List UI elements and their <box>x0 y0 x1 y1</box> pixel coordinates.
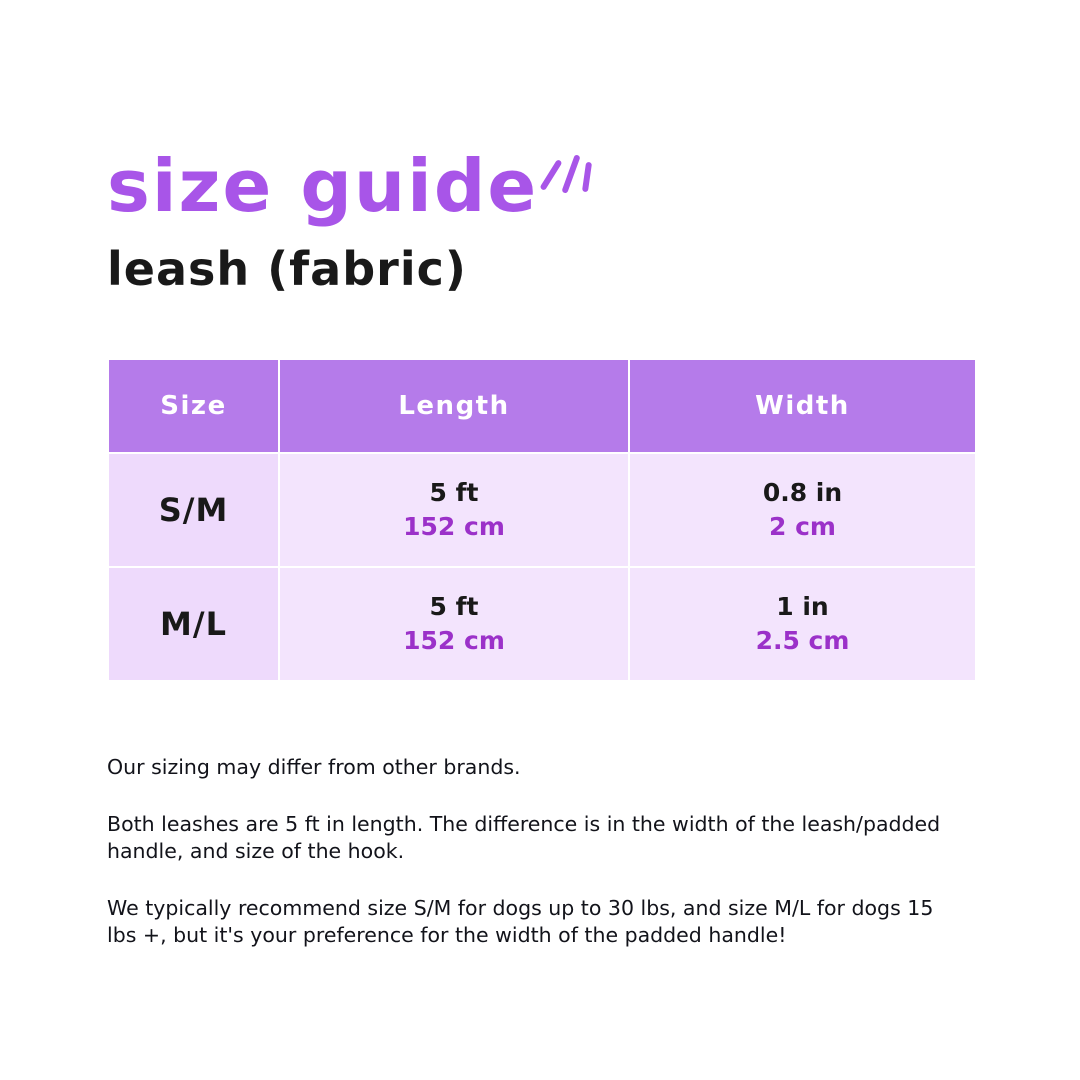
width-metric: 2.5 cm <box>755 626 850 655</box>
width-metric: 2 cm <box>769 512 836 541</box>
table-header <box>108 359 976 453</box>
column-header-width: Width <box>629 359 976 453</box>
page-title: size guide <box>107 144 539 228</box>
table-body <box>108 453 976 681</box>
cell-width <box>629 567 976 681</box>
length-metric: 152 cm <box>403 512 505 541</box>
column-header-size: Size <box>108 359 279 453</box>
notes-section <box>107 754 967 949</box>
cell-size: S/M <box>108 453 279 567</box>
column-header-length: Length <box>279 359 629 453</box>
length-imperial: 5 ft <box>429 478 479 508</box>
length-imperial: 5 ft <box>429 592 479 622</box>
sparkle-icon <box>540 154 600 214</box>
size-table <box>107 358 977 682</box>
cell-width <box>629 453 976 567</box>
cell-length <box>279 453 629 567</box>
table-header-row <box>108 359 976 453</box>
table-row <box>108 567 976 681</box>
cell-size: M/L <box>108 567 279 681</box>
note-paragraph: We typically recommend size S/M for dogs up to 30 lbs, and size M/L for dogs 15 lbs +, but it's your preference for the width of the padded handle! <box>107 896 934 948</box>
width-imperial: 0.8 in <box>762 478 843 508</box>
length-metric: 152 cm <box>403 626 505 655</box>
width-imperial: 1 in <box>776 592 829 622</box>
table-row <box>108 453 976 567</box>
page-subtitle: leash (fabric) <box>107 242 467 296</box>
note-paragraph: Both leashes are 5 ft in length. The difference is in the width of the leash/padded handle, and size of the hook. <box>107 812 941 864</box>
note-paragraph: Our sizing may differ from other brands. <box>107 755 521 779</box>
heading-block <box>107 0 973 228</box>
cell-length <box>279 567 629 681</box>
